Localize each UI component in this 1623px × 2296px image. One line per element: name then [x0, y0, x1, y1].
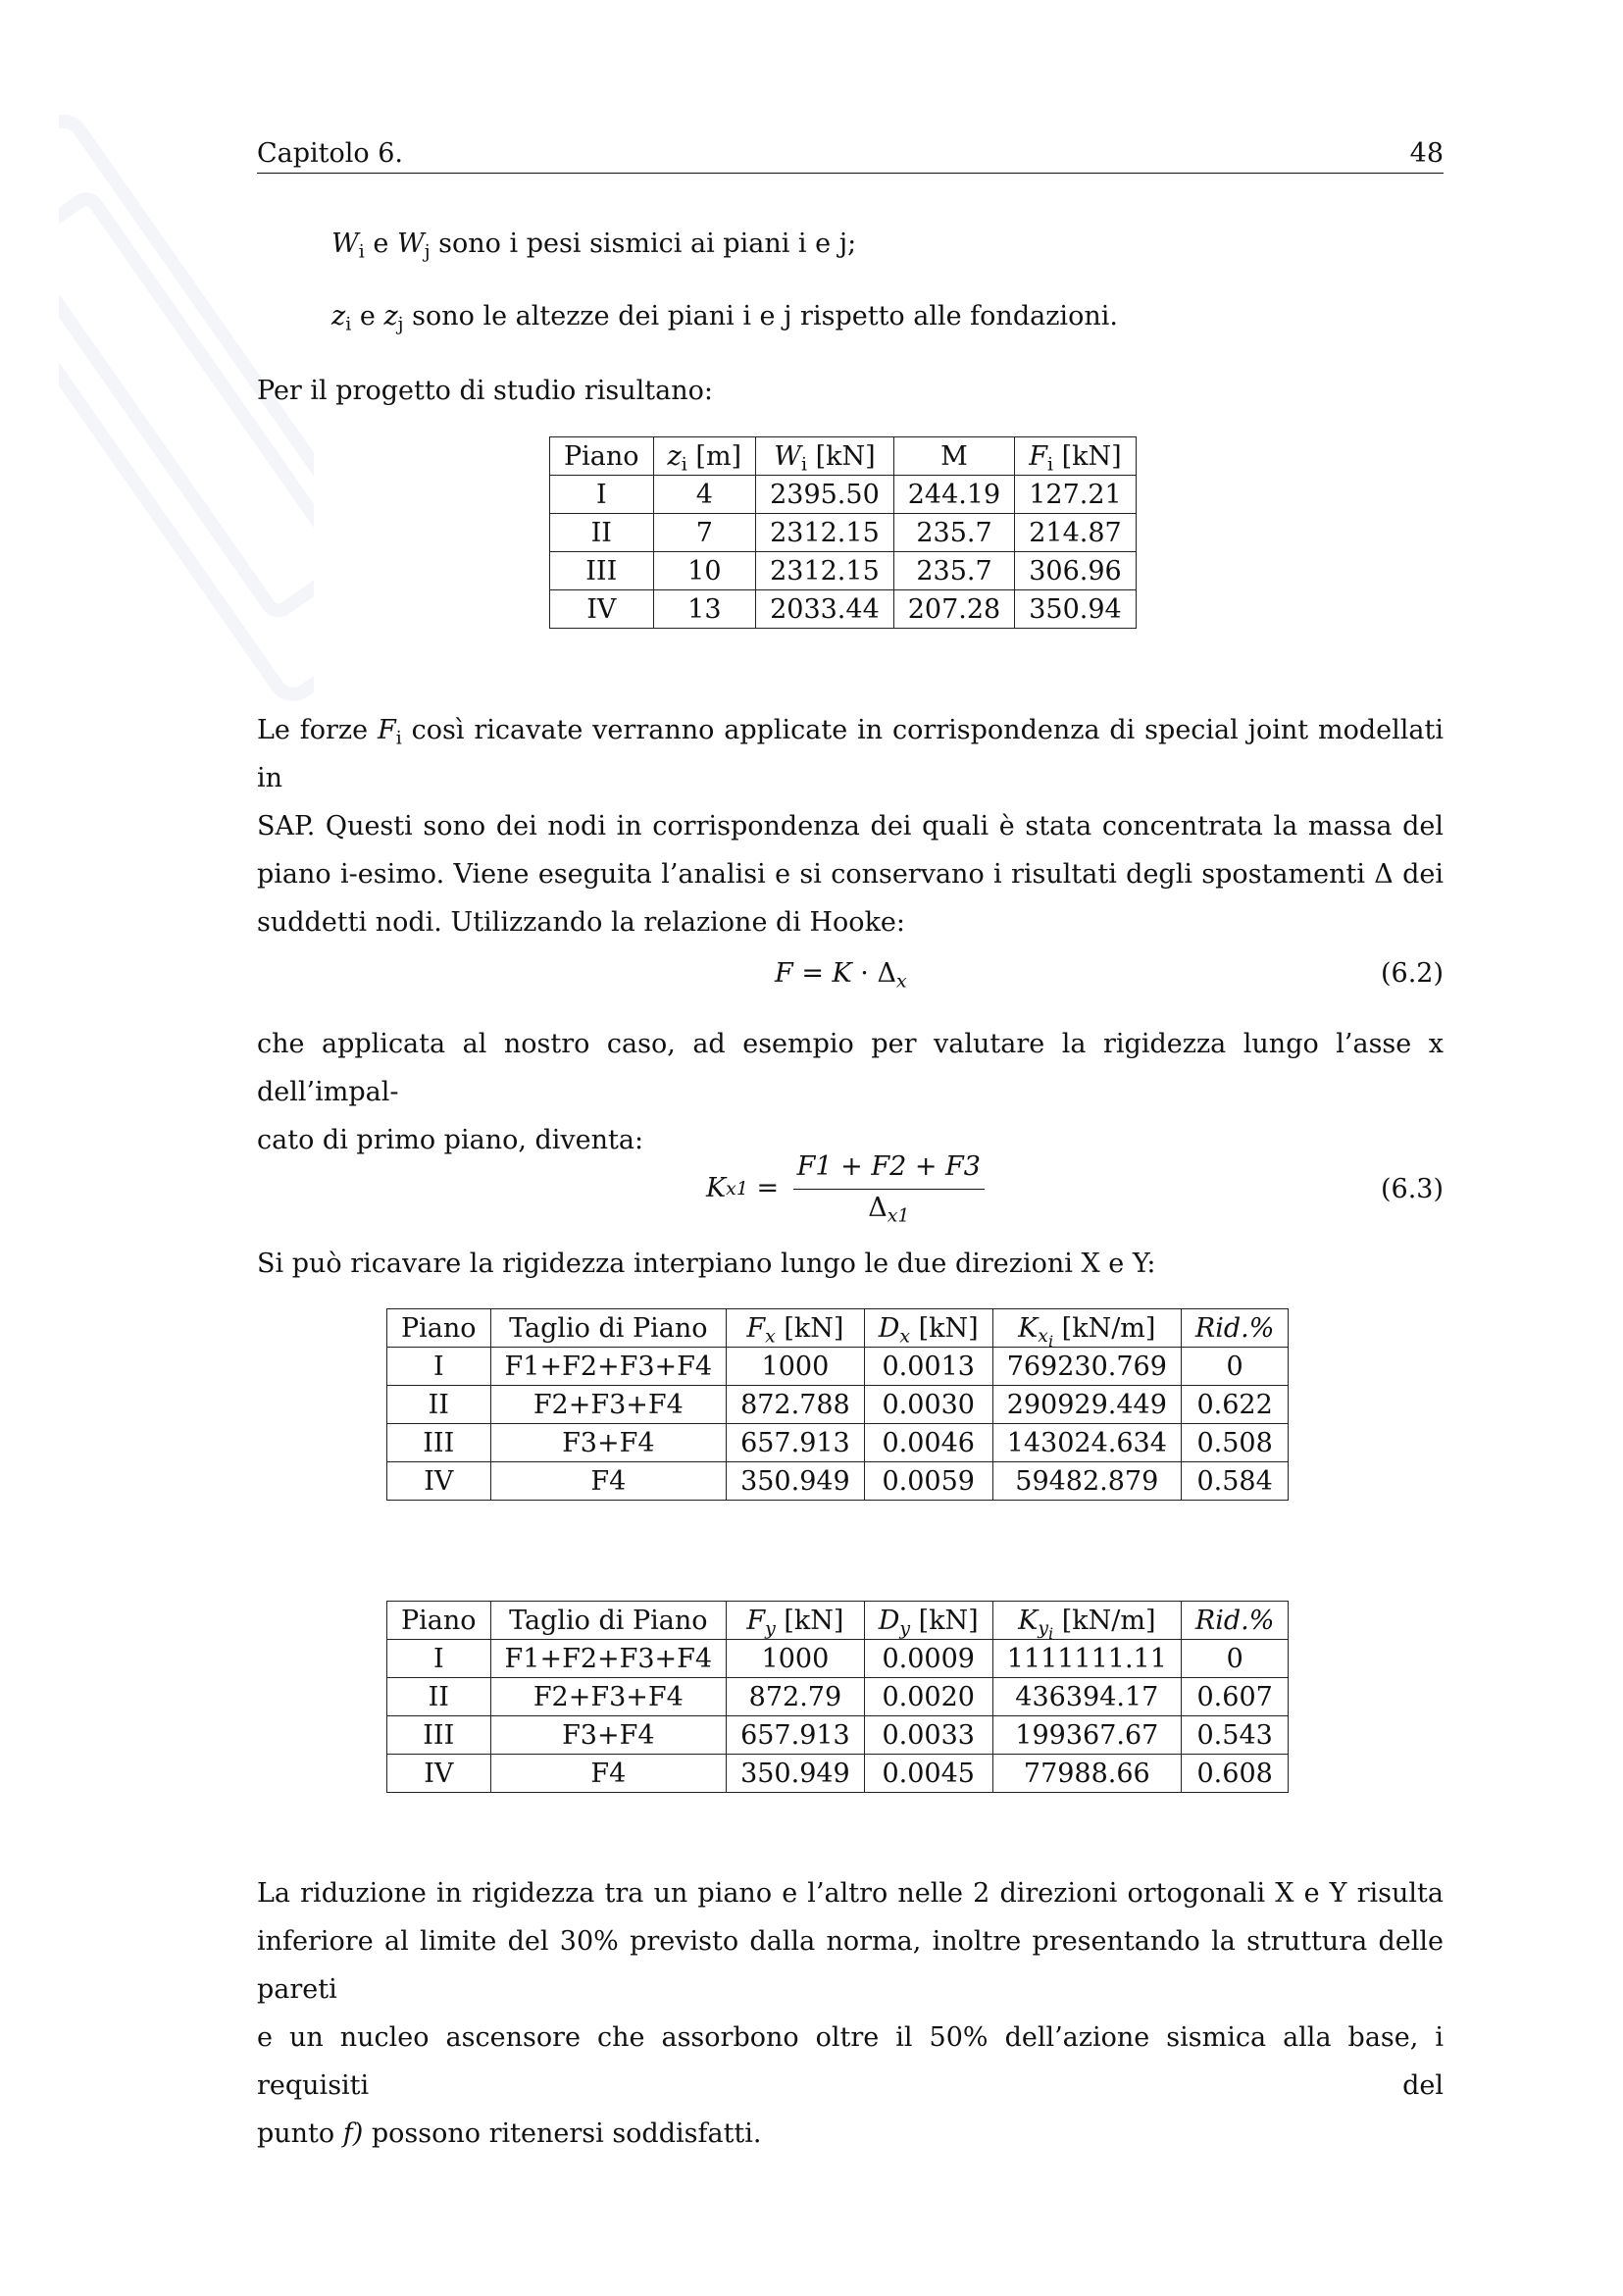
equation-number-6-3: (6.3) — [1380, 1174, 1444, 1204]
table-row: II F2+F3+F4 872.79 0.0020 436394.17 0.607 — [387, 1678, 1289, 1716]
table-stiffness-y — [386, 1601, 1289, 1793]
table-row: III F3+F4 657.913 0.0046 143024.634 0.508 — [387, 1424, 1289, 1462]
table-row: II 7 2312.15 235.7 214.87 — [550, 514, 1137, 552]
text-line: inferiore al limite del 30% previsto dalla norma, inoltre presentando la struttura delle pareti — [257, 1926, 1444, 2005]
paragraph-conclusion — [257, 1869, 1444, 2158]
header-cell: Taglio di Piano — [490, 1602, 727, 1640]
table-seismic-forces — [549, 436, 1137, 629]
header-cell: Piano — [387, 1309, 491, 1348]
page-number: 48 — [1409, 138, 1444, 169]
table-row: IV F4 350.949 0.0059 59482.879 0.584 — [387, 1462, 1289, 1501]
text-line: Le forze $F_i$ così ricavate verranno applicate in corrispondenza di special joint modellati in — [257, 715, 1444, 793]
paragraph-forces — [257, 706, 1444, 946]
equation-hooke: $F = K \cdot \Delta_x$ — [775, 958, 907, 993]
text-line: SAP. Questi sono dei nodi in corrispondenza dei quali è stata concentrata la massa del — [257, 811, 1444, 842]
header-cell: Rid.% — [1181, 1602, 1289, 1640]
definition-weights: $W_i$ e $W_j$ sono i pesi sismici ai piani i e j; — [331, 229, 857, 263]
table-row: II F2+F3+F4 872.788 0.0030 290929.449 0.622 — [387, 1386, 1289, 1424]
table-header-row — [387, 1309, 1289, 1348]
paragraph-interstory: Si può ricavare la rigidezza interpiano lungo le due direzioni X e Y: — [257, 1249, 1156, 1279]
table-header-row — [550, 437, 1137, 476]
header-rule — [257, 173, 1444, 174]
header-cell: $F_y$ [kN] — [727, 1602, 865, 1640]
table-row: III F3+F4 657.913 0.0033 199367.67 0.543 — [387, 1716, 1289, 1755]
text-line: piano i-esimo. Viene eseguita l’analisi e si conservano i risultati degli spostamenti Δ dei — [257, 859, 1444, 890]
header-cell: $z_i$ [m] — [653, 437, 756, 476]
definition-heights: $z_i$ e $z_j$ sono le altezze dei piani i e j rispetto alle fondazioni. — [331, 301, 1118, 335]
table-row: IV 13 2033.44 207.28 350.94 — [550, 590, 1137, 629]
fraction-numerator: F1 + F2 + F3 — [793, 1149, 985, 1190]
equation-number-6-2: (6.2) — [1380, 958, 1444, 989]
running-head-chapter: Capitolo 6. — [257, 138, 404, 169]
header-cell: Rid.% — [1181, 1309, 1289, 1348]
header-cell: $F_x$ [kN] — [727, 1309, 865, 1348]
table-row: I F1+F2+F3+F4 1000 0.0009 1111111.11 0 — [387, 1640, 1289, 1678]
table-row: III 10 2312.15 235.7 306.96 — [550, 552, 1137, 590]
header-cell: $D_x$ [kN] — [864, 1309, 992, 1348]
results-intro: Per il progetto di studio risultano: — [257, 376, 713, 406]
header-cell: $K_{y_i}$ [kN/m] — [992, 1602, 1181, 1640]
table-header-row — [387, 1602, 1289, 1640]
header-cell: $F_i$ [kN] — [1015, 437, 1136, 476]
table-row: I F1+F2+F3+F4 1000 0.0013 769230.769 0 — [387, 1348, 1289, 1386]
header-cell: M — [893, 437, 1014, 476]
header-cell: $D_y$ [kN] — [864, 1602, 992, 1640]
text-line: suddetti nodi. Utilizzando la relazione di Hooke: — [257, 907, 905, 938]
text-line: che applicata al nostro caso, ad esempio per valutare la rigidezza lungo l’asse x dell’impal- — [257, 1029, 1444, 1107]
table-stiffness-x — [386, 1308, 1289, 1501]
equation-stiffness: K x1 = $\frac{F1 + F2 + F3}{\Delta_{x1}}$ — [706, 1149, 985, 1227]
header-cell: $W_i$ [kN] — [756, 437, 894, 476]
fraction-denominator: $\Delta_{x1}$ — [868, 1193, 910, 1227]
table-row: I 4 2395.50 244.19 127.21 — [550, 476, 1137, 514]
paragraph-application — [257, 1020, 1444, 1164]
header-cell: Piano — [387, 1602, 491, 1640]
text-line: e un nucleo ascensore che assorbono oltre il 50% dell’azione sismica alla base, i requisiti del — [257, 2022, 1444, 2101]
text-line: La riduzione in rigidezza tra un piano e l’altro nelle 2 direzioni ortogonali X e Y risulta — [257, 1878, 1444, 1909]
header-cell: Piano — [550, 437, 654, 476]
fraction — [793, 1149, 985, 1227]
text-line: punto f) possono ritenersi soddisfatti. — [257, 2118, 762, 2149]
header-cell: Taglio di Piano — [490, 1309, 727, 1348]
header-cell: $K_{x_i}$ [kN/m] — [992, 1309, 1181, 1348]
table-row: IV F4 350.949 0.0045 77988.66 0.608 — [387, 1755, 1289, 1793]
text-line: cato di primo piano, diventa: — [257, 1125, 644, 1155]
